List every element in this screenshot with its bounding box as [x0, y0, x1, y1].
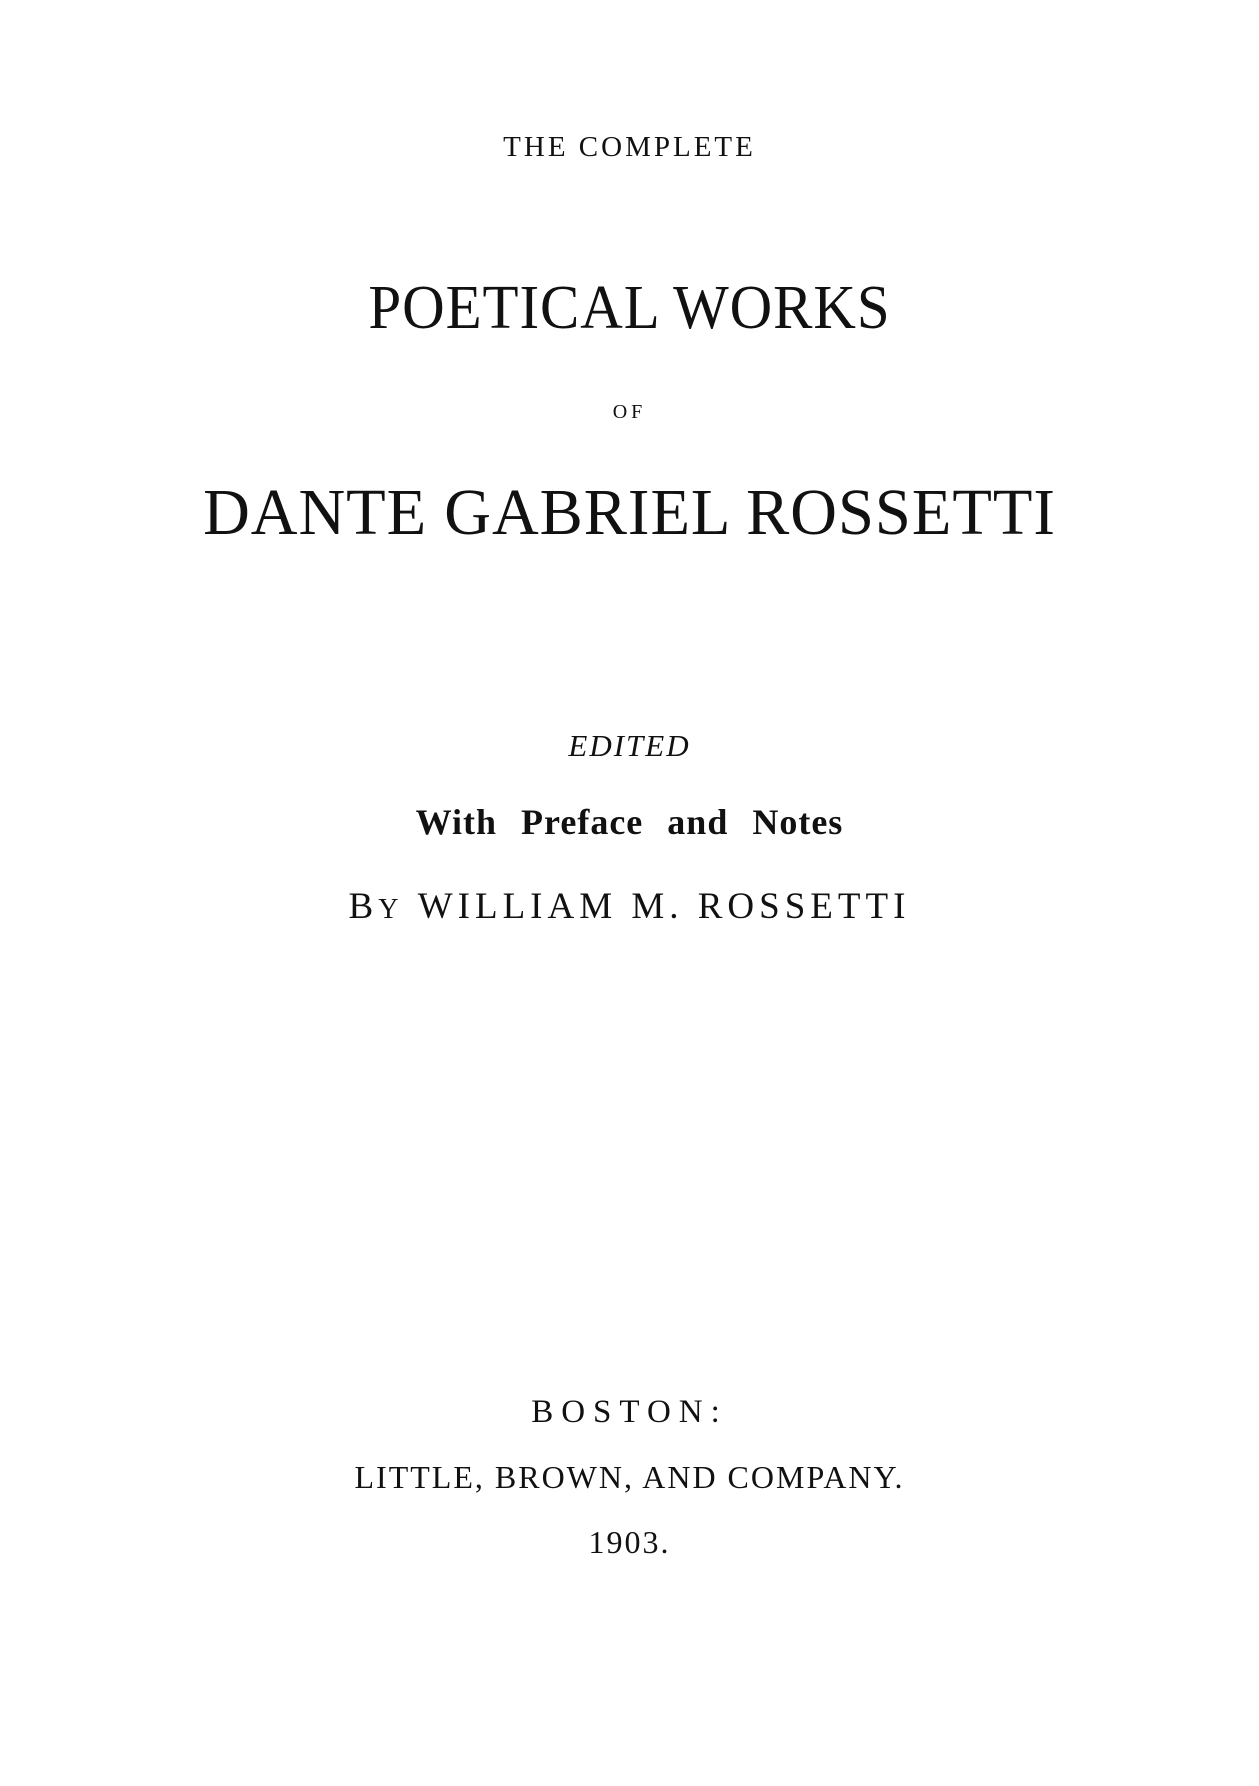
- heading-of: OF: [612, 401, 647, 423]
- imprint-city: BOSTON:: [531, 1394, 728, 1430]
- edited-label: EDITED: [568, 728, 691, 763]
- author-name: DANTE GABRIEL ROSSETTI: [203, 476, 1056, 549]
- by-rest: Y: [378, 894, 404, 925]
- editor-line: [0, 888, 1259, 925]
- preface-word-and: and: [667, 802, 729, 842]
- preface-word-notes: Notes: [752, 802, 844, 842]
- editor-name: WILLIAM M. ROSSETTI: [417, 886, 911, 927]
- preface-word-with: With: [415, 802, 498, 842]
- by-initial: B: [348, 886, 379, 927]
- preface-word-preface: Preface: [521, 802, 644, 842]
- imprint-year: 1903.: [588, 1524, 671, 1560]
- preface-notes-line: [0, 804, 1259, 840]
- heading-poetical-works: POETICAL WORKS: [368, 274, 891, 342]
- imprint-publisher: LITTLE, BROWN, AND COMPANY.: [354, 1459, 905, 1495]
- heading-the-complete: THE COMPLETE: [503, 131, 756, 163]
